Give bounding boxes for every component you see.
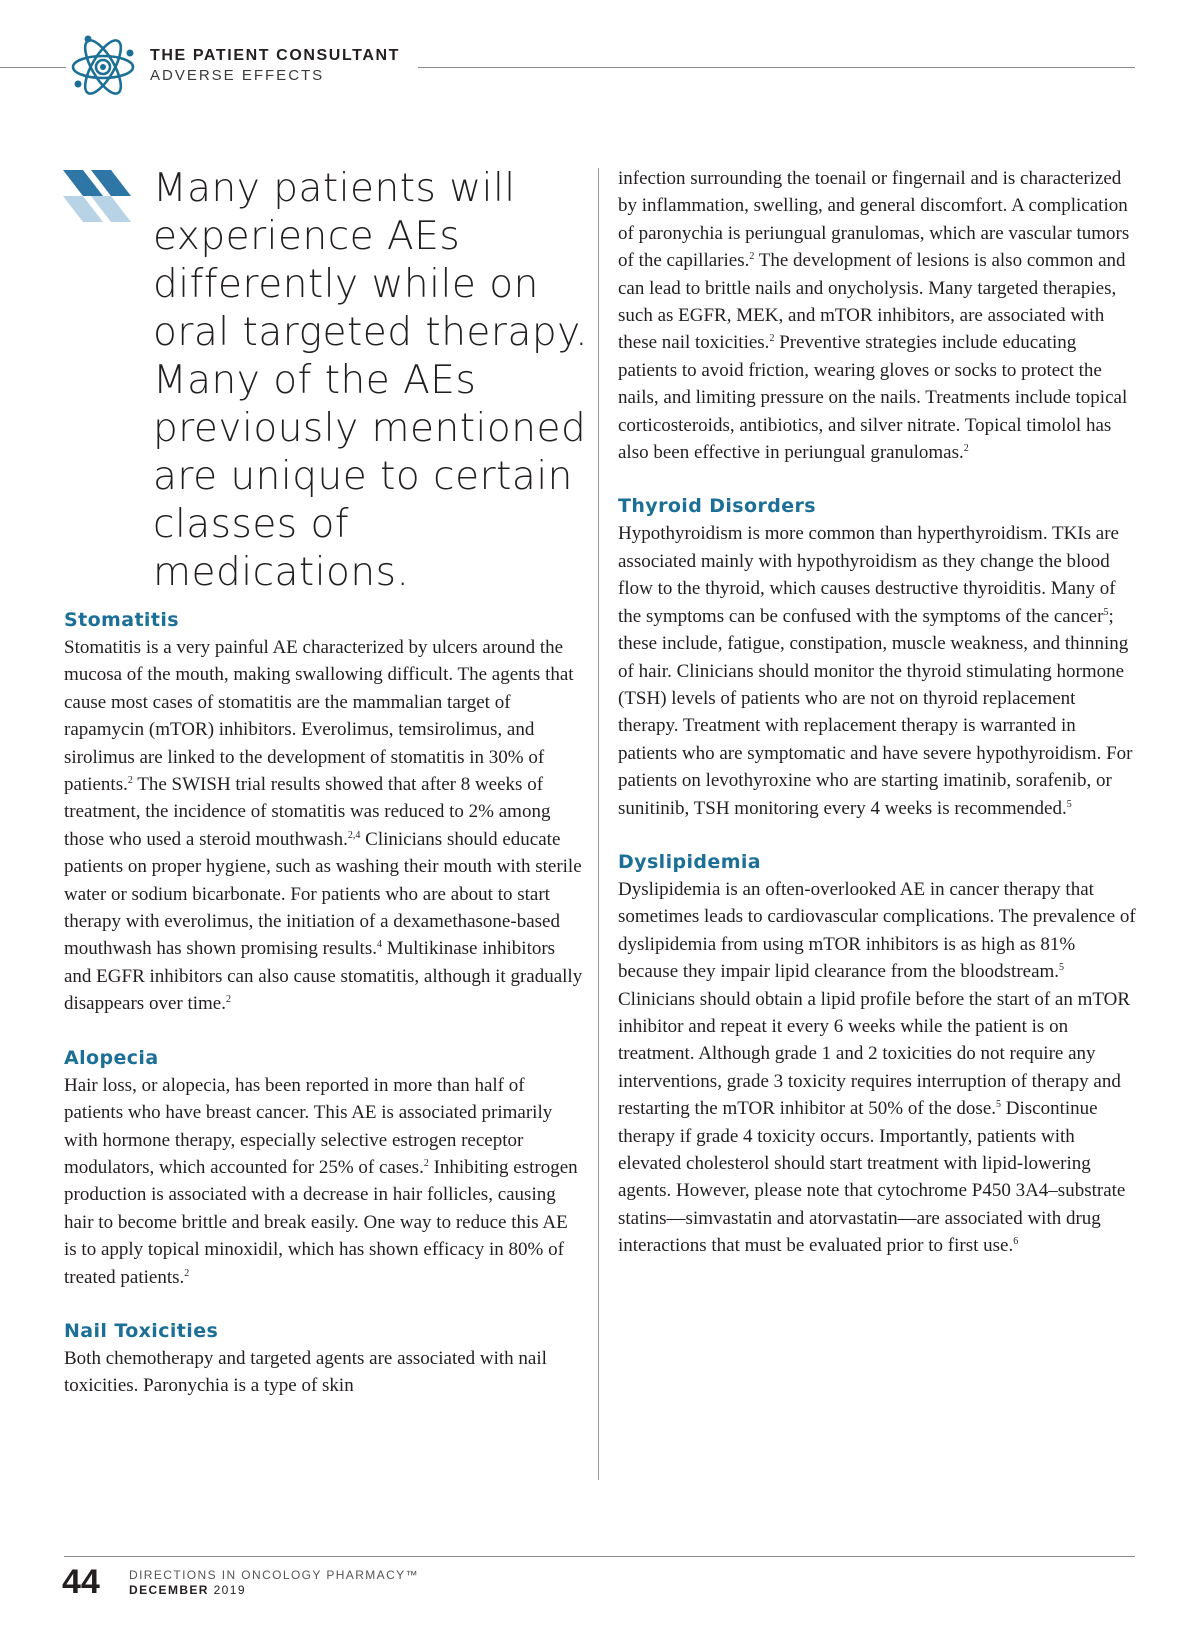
reference-superscript: 2 bbox=[963, 443, 969, 455]
body-text: Clinicians should obtain a lipid profile before the start of an mTOR inhibitor and repeat it every 6 weeks while the patient is on treatment. Although grade 1 and 2 toxicities do not require any interventions, grade 3 toxicity requires interruption of therapy and restarting the mTOR inhibitor at 50% of the dose. bbox=[618, 988, 1131, 1120]
section-heading: Thyroid Disorders bbox=[618, 495, 817, 518]
footer-publication-info bbox=[129, 1568, 419, 1598]
section-body bbox=[618, 165, 1138, 466]
body-text: Clinicians should educate patients on proper hygiene, such as washing their mouth with sterile water or sodium bicarbonate. For patients who are about to start therapy with everolimus, the initiation of a dexamethasone-based mouthwash has shown promising results. bbox=[64, 828, 582, 960]
reference-superscript: 5 bbox=[1059, 962, 1065, 974]
reference-superscript: 2 bbox=[749, 251, 755, 263]
section-heading: Dyslipidemia bbox=[618, 850, 762, 873]
section-body bbox=[618, 876, 1138, 1260]
page-number: 44 bbox=[62, 1563, 100, 1601]
body-text: Hair loss, or alopecia, has been reported in more than half of patients who have breast cancer. This AE is associated primarily with hormone therapy, especially selective estrogen receptor modulators, which accounted for 25% of cases. bbox=[64, 1074, 553, 1178]
reference-superscript: 6 bbox=[1013, 1236, 1019, 1248]
issue-date bbox=[129, 1583, 419, 1598]
section-body bbox=[64, 1072, 584, 1291]
reference-superscript: 5 bbox=[1066, 798, 1072, 810]
header-title: THE PATIENT CONSULTANT bbox=[150, 47, 400, 64]
left-column bbox=[64, 606, 584, 1426]
body-text: ; these include, fatigue, constipation, muscle weakness, and thinning of hair. Clinicians should monitor the thyroid stimulating hormone (TSH) levels of patients who are not on thyroid replacement therapy. Treatment with replacement therapy is warranted in patients who are symptomatic and have severe hypothyroidism. For patients on levothyroxine who are starting imatinib, sorafenib, or sunitinib, TSH monitoring every 4 weeks is recommended. bbox=[618, 605, 1133, 819]
reference-superscript: 2,4 bbox=[347, 829, 361, 841]
body-text: Stomatitis is a very painful AE characterized by ulcers around the mucosa of the mouth, making swallowing difficult. The agents that cause most cases of stomatitis are the mammalian target of rapamycin (mTOR) inhibitors. Everolimus, temsirolimus, and sirolimus are linked to the development of stomatitis in 30% of patients. bbox=[64, 637, 574, 796]
section-heading: Stomatitis bbox=[64, 609, 179, 631]
body-text: Hypothyroidism is more common than hyperthyroidism. TKIs are associated mainly with hypothyroidism as they change the blood flow to the thyroid, which causes destructive thyroiditis. Many of the symptoms can be confused with the symptoms of the cancer bbox=[618, 523, 1119, 627]
body-text: Discontinue therapy if grade 4 toxicity occurs. Importantly, patients with elevated cholesterol should start treatment with lipid-lowering agents. However, please note that cytochrome P450 3A4–substrate statins—simvastatin and atorvastatin—are associated with drug interactions that must be evaluated prior to first use. bbox=[618, 1098, 1126, 1257]
reference-superscript: 2 bbox=[184, 1267, 190, 1279]
reference-superscript: 2 bbox=[127, 775, 133, 787]
body-text: Preventive strategies include educating patients to avoid friction, wearing gloves or socks to protect the nails, and limiting pressure on the nails. Treatments include topical corticosteroids, antibiotics, and silver nitrate. Topical timolol has also been effective in periungual granulomas. bbox=[618, 332, 1128, 464]
footer-rule bbox=[64, 1556, 1135, 1557]
reference-superscript: 5 bbox=[996, 1099, 1001, 1111]
right-column bbox=[618, 165, 1138, 1286]
reference-superscript: 2 bbox=[423, 1157, 429, 1169]
issue-year: 2019 bbox=[213, 1583, 246, 1597]
section-alopecia bbox=[64, 1044, 584, 1291]
reference-superscript: 2 bbox=[769, 333, 775, 345]
reference-superscript: 2 bbox=[225, 994, 231, 1006]
column-divider bbox=[598, 168, 599, 1480]
body-text: The development of lesions is also common and can lead to brittle nails and onycholysis. Many targeted therapies, such as EGFR, MEK, and mTOR inhibitors, are associated with these nail toxicities. bbox=[618, 250, 1126, 354]
section-body bbox=[64, 634, 584, 1018]
header-rule-right bbox=[418, 67, 1135, 68]
section-stomatitis bbox=[64, 606, 584, 1018]
reference-superscript: 5 bbox=[1103, 606, 1109, 618]
section-heading: Nail Toxicities bbox=[64, 1319, 219, 1342]
section-nail-toxicities bbox=[64, 1317, 584, 1400]
body-text: infection surrounding the toenail or fingernail and is characterized by inflammation, swelling, and general discomfort. A complication of paronychia is periungual granulomas, which are vascular tumors of the capillaries. bbox=[618, 168, 1130, 272]
body-text: Dyslipidemia is an often-overlooked AE in cancer therapy that sometimes leads to cardiovascular complications. The prevalence of dyslipidemia from using mTOR inhibitors is as high as 81% because they impair lipid clearance from the bloodstream. bbox=[618, 878, 1136, 983]
reference-superscript: 4 bbox=[376, 939, 382, 951]
section-heading: Alopecia bbox=[64, 1046, 159, 1069]
atom-logo-icon bbox=[66, 30, 140, 104]
header-brand bbox=[150, 46, 400, 86]
section-body bbox=[618, 520, 1138, 821]
pull-quote: Many patients will experience AEs differently while on oral targeted therapy. Many of the AEs previously mentioned are unique to certain classes of medications. bbox=[153, 166, 589, 595]
section-dyslipidemia bbox=[618, 848, 1138, 1260]
header-rule-left bbox=[0, 67, 66, 68]
double-chevron-icon bbox=[63, 170, 135, 222]
issue-month: DECEMBER bbox=[129, 1583, 209, 1597]
section-thyroid-disorders bbox=[618, 492, 1138, 821]
section-body: Both chemotherapy and targeted agents are associated with nail toxicities. Paronychia is a type of skin bbox=[64, 1347, 547, 1397]
section-nail-toxicities-continued bbox=[618, 165, 1138, 466]
body-text: The SWISH trial results showed that after 8 weeks of treatment, the incidence of stomatitis was reduced to 2% among those who used a steroid mouthwash. bbox=[64, 774, 551, 850]
header-subtitle: ADVERSE EFFECTS bbox=[150, 67, 325, 84]
publication-name: DIRECTIONS IN ONCOLOGY PHARMACY™ bbox=[129, 1568, 419, 1582]
body-text: Inhibiting estrogen production is associated with a decrease in hair follicles, causing hair to become brittle and break easily. One way to reduce this AE is to apply topical minoxidil, which has shown efficacy in 80% of treated patients. bbox=[64, 1156, 578, 1288]
body-text: Multikinase inhibitors and EGFR inhibitors can also cause stomatitis, although it gradually disappears over time. bbox=[64, 938, 583, 1015]
